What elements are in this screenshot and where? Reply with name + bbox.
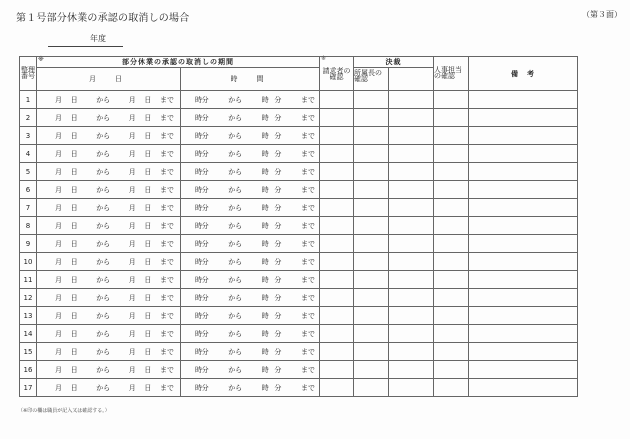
date-range-cell[interactable]: 月 日 から 月 日 まで — [37, 235, 181, 253]
decision-signature-cell[interactable] — [389, 127, 434, 145]
dept-head-confirm-cell[interactable] — [354, 253, 389, 271]
requester-confirm-cell[interactable] — [320, 343, 354, 361]
remarks-cell[interactable] — [469, 91, 578, 109]
remarks-cell[interactable] — [469, 235, 578, 253]
hr-confirm-cell[interactable] — [434, 163, 469, 181]
dept-head-confirm-cell[interactable] — [354, 289, 389, 307]
table-row — [20, 199, 578, 217]
row-number: 15 — [20, 343, 37, 361]
table-row — [20, 163, 578, 181]
dept-head-confirm-cell[interactable] — [354, 127, 389, 145]
remarks-cell[interactable] — [469, 325, 578, 343]
time-header: 時 間 — [181, 68, 320, 91]
table-row — [20, 343, 578, 361]
decision-signature-cell[interactable] — [389, 253, 434, 271]
hr-confirm-cell[interactable] — [434, 217, 469, 235]
decision-signature-cell[interactable] — [389, 145, 434, 163]
row-number: 1 — [20, 91, 37, 109]
dept-head-confirm-header: 所属長の確認 — [354, 68, 389, 91]
time-range-cell[interactable]: 時 分 から 時 分 まで — [181, 145, 320, 163]
date-range-cell[interactable]: 月 日 から 月 日 まで — [37, 217, 181, 235]
asterisk-mark: ※ — [38, 56, 45, 63]
requester-confirm-cell[interactable] — [320, 217, 354, 235]
row-number: 3 — [20, 127, 37, 145]
hr-confirm-cell[interactable] — [434, 127, 469, 145]
date-range-cell[interactable]: 月 日 から 月 日 まで — [37, 181, 181, 199]
date-range-cell[interactable]: 月 日 から 月 日 まで — [37, 361, 181, 379]
table-row — [20, 289, 578, 307]
decision-signature-cell[interactable] — [389, 343, 434, 361]
no-header: 整理番号 — [20, 57, 37, 91]
row-number: 13 — [20, 307, 37, 325]
date-range-cell[interactable]: 月 日 から 月 日 まで — [37, 163, 181, 181]
row-number: 14 — [20, 325, 37, 343]
hr-confirm-cell[interactable] — [434, 307, 469, 325]
row-number: 16 — [20, 361, 37, 379]
decision-signature-cell[interactable] — [389, 217, 434, 235]
decision-signature-cell[interactable] — [389, 307, 434, 325]
dept-head-confirm-cell[interactable] — [354, 109, 389, 127]
remarks-cell[interactable] — [469, 181, 578, 199]
dept-head-confirm-cell[interactable] — [354, 199, 389, 217]
decision-signature-cell[interactable] — [389, 235, 434, 253]
time-range-cell[interactable]: 時 分 から 時 分 まで — [181, 163, 320, 181]
row-number: 2 — [20, 109, 37, 127]
table-row — [20, 379, 578, 397]
requester-confirm-cell[interactable] — [320, 163, 354, 181]
remarks-cell[interactable] — [469, 307, 578, 325]
remarks-header: 備 考 — [469, 57, 578, 91]
date-range-cell[interactable]: 月 日 から 月 日 まで — [37, 343, 181, 361]
remarks-cell[interactable] — [469, 163, 578, 181]
dept-head-confirm-cell[interactable] — [354, 379, 389, 397]
requester-confirm-cell[interactable] — [320, 127, 354, 145]
year-label: 年度 — [90, 34, 106, 43]
date-range-cell[interactable]: 月 日 から 月 日 まで — [37, 307, 181, 325]
table-row — [20, 325, 578, 343]
hr-confirm-cell[interactable] — [434, 91, 469, 109]
remarks-cell[interactable] — [469, 253, 578, 271]
dept-head-confirm-cell[interactable] — [354, 307, 389, 325]
dept-head-confirm-cell[interactable] — [354, 235, 389, 253]
hr-confirm-cell[interactable] — [434, 361, 469, 379]
date-range-cell[interactable]: 月 日 から 月 日 まで — [37, 145, 181, 163]
decision-signature-cell[interactable] — [389, 181, 434, 199]
remarks-cell[interactable] — [469, 127, 578, 145]
row-number: 11 — [20, 271, 37, 289]
dept-head-confirm-cell[interactable] — [354, 163, 389, 181]
dept-head-confirm-cell[interactable] — [354, 343, 389, 361]
date-range-cell[interactable]: 月 日 から 月 日 まで — [37, 325, 181, 343]
table-row — [20, 271, 578, 289]
year-input-line[interactable] — [48, 46, 123, 47]
requester-confirm-cell[interactable] — [320, 379, 354, 397]
time-range-cell[interactable]: 時 分 から 時 分 まで — [181, 343, 320, 361]
date-range-cell[interactable]: 月 日 から 月 日 まで — [37, 253, 181, 271]
time-range-cell[interactable]: 時 分 から 時 分 まで — [181, 181, 320, 199]
time-range-cell[interactable]: 時 分 から 時 分 まで — [181, 361, 320, 379]
date-range-cell[interactable]: 月 日 から 月 日 まで — [37, 271, 181, 289]
table-row — [20, 181, 578, 199]
table-row — [20, 91, 578, 109]
remarks-cell[interactable] — [469, 361, 578, 379]
row-number: 8 — [20, 217, 37, 235]
hr-confirm-cell[interactable] — [434, 181, 469, 199]
hr-confirm-header: 人事担当の確認 — [434, 57, 469, 91]
footnote: （※印の欄は職員が記入又は確認する。） — [18, 408, 110, 414]
time-range-cell[interactable]: 時 分 から 時 分 まで — [181, 289, 320, 307]
remarks-cell[interactable] — [469, 379, 578, 397]
dept-head-confirm-cell[interactable] — [354, 145, 389, 163]
time-range-cell[interactable]: 時 分 から 時 分 まで — [181, 379, 320, 397]
row-number: 4 — [20, 145, 37, 163]
decision-signature-cell[interactable] — [389, 91, 434, 109]
date-range-cell[interactable]: 月 日 から 月 日 まで — [37, 91, 181, 109]
requester-confirm-cell[interactable] — [320, 181, 354, 199]
requester-confirm-cell[interactable] — [320, 199, 354, 217]
decision-signature-cell[interactable] — [389, 199, 434, 217]
row-number: 7 — [20, 199, 37, 217]
decision-signature-cell[interactable] — [389, 109, 434, 127]
row-number: 12 — [20, 289, 37, 307]
requester-confirm-cell[interactable] — [320, 361, 354, 379]
dept-head-confirm-cell[interactable] — [354, 361, 389, 379]
hr-confirm-cell[interactable] — [434, 109, 469, 127]
requester-confirm-cell[interactable] — [320, 325, 354, 343]
remarks-cell[interactable] — [469, 109, 578, 127]
remarks-cell[interactable] — [469, 145, 578, 163]
decision-signature-cell[interactable] — [389, 289, 434, 307]
row-number: 17 — [20, 379, 37, 397]
hr-confirm-cell[interactable] — [434, 235, 469, 253]
remarks-cell[interactable] — [469, 199, 578, 217]
decision-signature-cell[interactable] — [389, 163, 434, 181]
decision-signature-cell[interactable] — [389, 271, 434, 289]
decision-signature-header — [389, 68, 434, 91]
time-range-cell[interactable]: 時 分 から 時 分 まで — [181, 325, 320, 343]
hr-confirm-cell[interactable] — [434, 271, 469, 289]
decision-signature-cell[interactable] — [389, 325, 434, 343]
table-row — [20, 127, 578, 145]
page-label: （第３面） — [582, 10, 622, 19]
dept-head-confirm-cell[interactable] — [354, 325, 389, 343]
table-row — [20, 109, 578, 127]
remarks-cell[interactable] — [469, 271, 578, 289]
requester-confirm-cell[interactable] — [320, 289, 354, 307]
row-number: 5 — [20, 163, 37, 181]
row-number: 6 — [20, 181, 37, 199]
remarks-cell[interactable] — [469, 343, 578, 361]
table-row — [20, 145, 578, 163]
dept-head-confirm-cell[interactable] — [354, 217, 389, 235]
time-range-cell[interactable]: 時 分 から 時 分 まで — [181, 307, 320, 325]
decision-header: 決裁 — [354, 57, 434, 68]
time-range-cell[interactable]: 時 分 から 時 分 まで — [181, 217, 320, 235]
dept-head-confirm-cell[interactable] — [354, 271, 389, 289]
date-range-cell[interactable]: 月 日 から 月 日 まで — [37, 379, 181, 397]
time-range-cell[interactable]: 時 分 から 時 分 まで — [181, 91, 320, 109]
hr-confirm-cell[interactable] — [434, 325, 469, 343]
hr-confirm-cell[interactable] — [434, 343, 469, 361]
date-header: 月 日 — [37, 68, 181, 91]
time-range-cell[interactable]: 時 分 から 時 分 まで — [181, 271, 320, 289]
remarks-cell[interactable] — [469, 289, 578, 307]
table-row — [20, 361, 578, 379]
time-range-cell[interactable]: 時 分 から 時 分 まで — [181, 127, 320, 145]
requester-confirm-cell[interactable] — [320, 271, 354, 289]
table-row — [20, 307, 578, 325]
form-title: 第１号部分休業の承認の取消しの場合 — [16, 13, 190, 24]
dept-head-confirm-cell[interactable] — [354, 181, 389, 199]
hr-confirm-cell[interactable] — [434, 145, 469, 163]
time-range-cell[interactable]: 時 分 から 時 分 まで — [181, 253, 320, 271]
row-number: 9 — [20, 235, 37, 253]
requester-confirm-cell[interactable] — [320, 109, 354, 127]
hr-confirm-cell[interactable] — [434, 253, 469, 271]
requester-confirm-header: ※ 請求者の確認 — [320, 57, 354, 91]
hr-confirm-cell[interactable] — [434, 379, 469, 397]
table-row — [20, 253, 578, 271]
row-number: 10 — [20, 253, 37, 271]
date-range-cell[interactable]: 月 日 から 月 日 まで — [37, 109, 181, 127]
requester-confirm-cell[interactable] — [320, 145, 354, 163]
time-range-cell[interactable]: 時 分 から 時 分 まで — [181, 109, 320, 127]
hr-confirm-cell[interactable] — [434, 289, 469, 307]
requester-confirm-cell[interactable] — [320, 91, 354, 109]
dept-head-confirm-cell[interactable] — [354, 91, 389, 109]
table-row — [20, 235, 578, 253]
date-range-cell[interactable]: 月 日 から 月 日 まで — [37, 127, 181, 145]
decision-signature-cell[interactable] — [389, 379, 434, 397]
requester-confirm-cell[interactable] — [320, 235, 354, 253]
period-header: ※ 部分休業の承認の取消しの期間 — [37, 57, 320, 68]
time-range-cell[interactable]: 時 分 から 時 分 まで — [181, 199, 320, 217]
remarks-cell[interactable] — [469, 217, 578, 235]
hr-confirm-cell[interactable] — [434, 199, 469, 217]
time-range-cell[interactable]: 時 分 から 時 分 まで — [181, 235, 320, 253]
requester-confirm-cell[interactable] — [320, 253, 354, 271]
decision-signature-cell[interactable] — [389, 361, 434, 379]
date-range-cell[interactable]: 月 日 から 月 日 まで — [37, 199, 181, 217]
table-row — [20, 217, 578, 235]
date-range-cell[interactable]: 月 日 から 月 日 まで — [37, 289, 181, 307]
requester-confirm-cell[interactable] — [320, 307, 354, 325]
cancellation-table — [19, 56, 578, 397]
